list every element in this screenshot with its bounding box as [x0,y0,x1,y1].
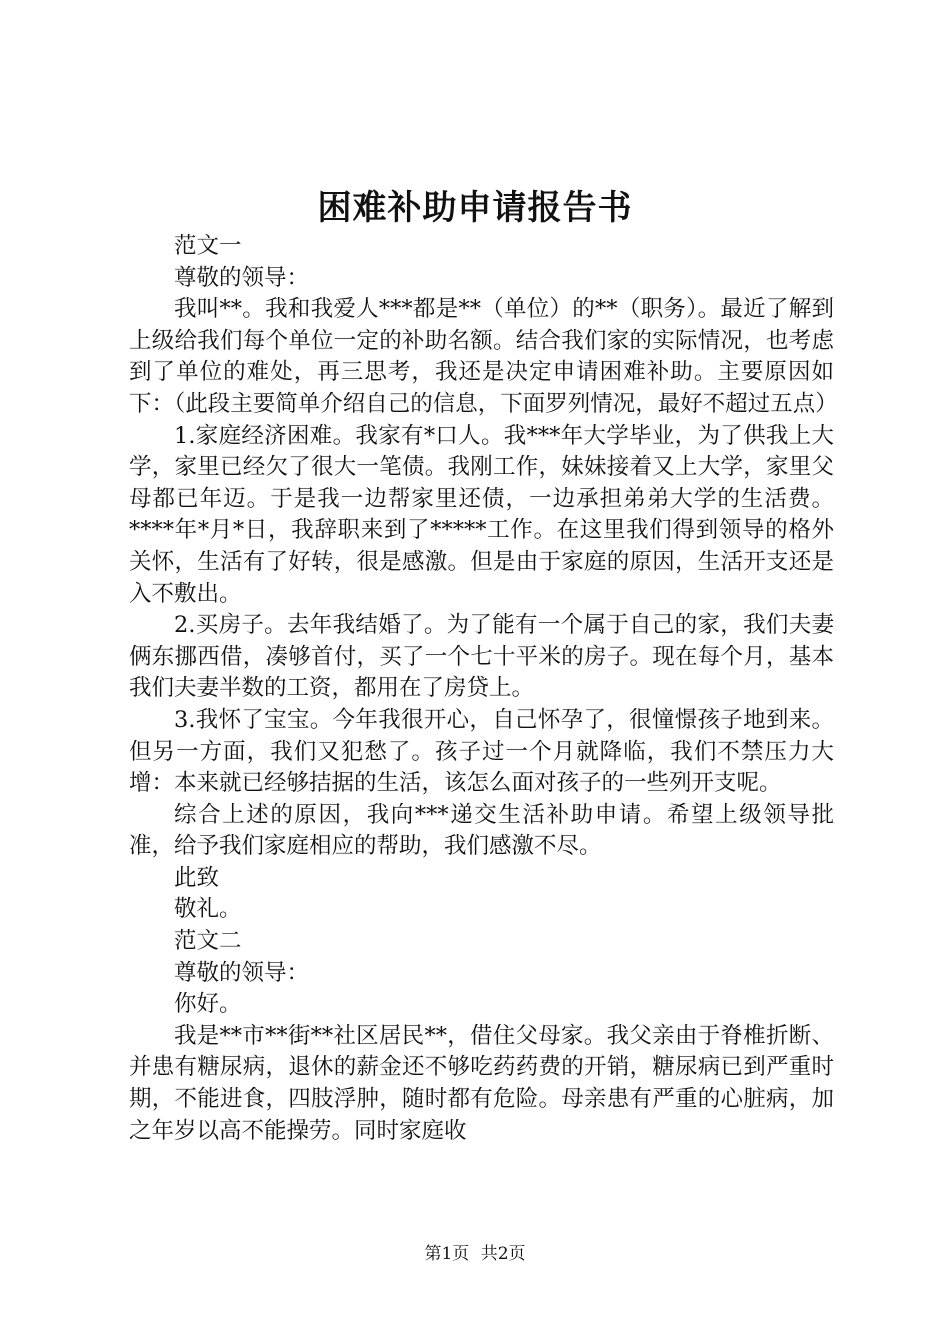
paragraph-reason-2: 2.买房子。去年我结婚了。为了能有一个属于自己的家，我们夫妻俩东挪西借，凑够首付，买了一个七十平米的房子。现在每个月，基本我们夫妻半数的工资，都用在了房贷上。 [129,612,834,702]
paragraph-sample-one-heading: 范文一 [174,233,242,259]
paragraph-introduction: 我叫**。我和我爱人***都是**（单位）的**（职务）。最近了解到上级给我们每个单位一定的补助名额。结合我们家的实际情况，也考虑到了单位的难处，再三思考，我还是决定申请困难补助。主要原因如下：（此段主要简单介绍自己的信息，下面罗列情况，最好不超过五点） [129,296,838,417]
paragraph-closing-jing-li: 敬礼。 [174,896,242,923]
paragraph-greeting: 你好。 [174,991,242,1018]
paragraph-sample-two-heading: 范文二 [174,928,242,955]
paragraph-reason-1: 1.家庭经济困难。我家有*口人。我***年大学毕业，为了供我上大学，家里已经欠了很大一笔债。我刚工作，妹妹接着又上大学，家里父母都已年迈。于是我一边帮家里还债，一边承担弟弟大学的生活费。****年*月*日，我辞职来到了*****工作。在这里我们得到领导的格外关怀，生活有了好转，很是感激。但是由于家庭的原因，生活开支还是入不敷出。 [129,422,834,607]
paragraph-salutation-2: 尊敬的领导： [174,959,310,986]
document-title: 困难补助申请报告书 [317,188,633,228]
paragraph-reason-3: 3.我怀了宝宝。今年我很开心，自己怀孕了，很憧憬孩子地到来。但另一方面，我们又犯愁了。孩子过一个月就降临，我们不禁压力大增：本来就已经够拮据的生活，该怎么面对孩子的一些列开支呢。 [129,706,834,797]
page-number: 第1页 [424,1244,470,1264]
paragraph-salutation: 尊敬的领导： [174,264,310,291]
paragraph-conclusion: 综合上述的原因，我向***递交生活补助申请。希望上级领导批准，给予我们家庭相应的帮助，我们感激不尽。 [129,801,834,860]
paragraph-body-2: 我是**市**街**社区居民**，借住父母家。我父亲由于脊椎折断、并患有糖尿病，退休的薪金还不够吃药药费的开销，糖尿病已到严重时期，不能进食，四肢浮肿，随时都有危险。母亲患有严重的心脏病，加之年岁以高不能操劳。同时家庭收 [129,1022,834,1144]
paragraph-closing-ci-zhi: 此致 [174,864,220,891]
page-footer [0,1242,950,1266]
page-total: 共2页 [480,1244,526,1264]
document-body [129,231,838,1147]
